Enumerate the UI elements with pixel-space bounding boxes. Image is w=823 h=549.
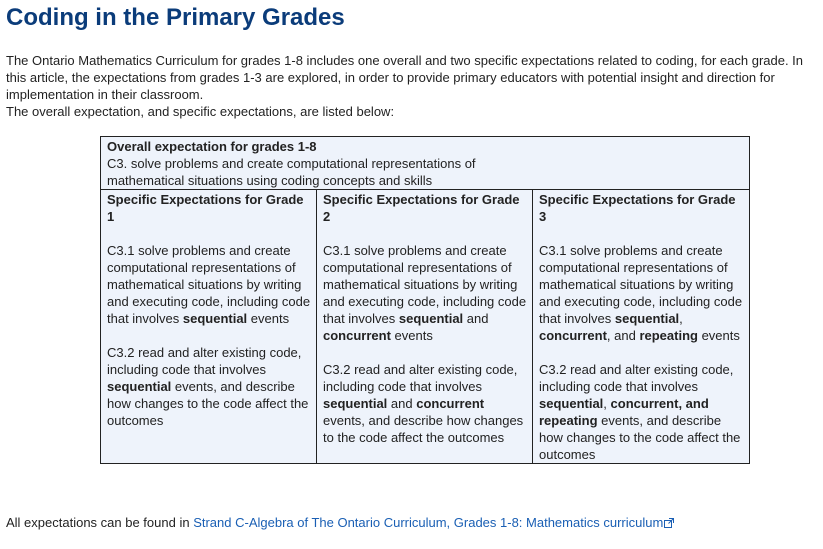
bold-term: repeating bbox=[639, 328, 698, 343]
text-segment: events bbox=[247, 311, 290, 326]
text-segment: events bbox=[390, 328, 433, 343]
overall-row bbox=[101, 137, 750, 190]
bold-term: sequential bbox=[539, 396, 604, 411]
grade-1-cell bbox=[101, 190, 317, 464]
text-segment: events, and describe how changes to the code affect the outcomes bbox=[107, 379, 309, 428]
text-segment: C3.2 read and alter existing code, including code that involves bbox=[323, 362, 518, 394]
text-segment: , bbox=[603, 396, 611, 411]
curriculum-link-text: Strand C-Algebra of The Ontario Curriculum, Grades 1-8: Mathematics curriculum bbox=[193, 515, 664, 530]
intro-paragraph: The Ontario Mathematics Curriculum for grades 1-8 includes one overall and two specific expectations related to coding, for each grade. In this article, the expectations from grades 1-3 are explored, in order to provide primary educators with potential insight and direction for implementation in their classroom. bbox=[6, 53, 804, 102]
grade-2-heading: Specific Expectations for Grade 2 bbox=[323, 192, 520, 224]
bold-term: concurrent bbox=[416, 396, 485, 411]
text-segment: events bbox=[697, 328, 740, 343]
text-segment: C3.1 solve problems and create computational representations of mathematical situations by writing and executing code, including code that involves bbox=[539, 243, 743, 326]
text-segment: events, and describe how changes to the code affect the outcomes bbox=[539, 413, 741, 462]
bold-term: sequential bbox=[614, 311, 680, 326]
text-segment: C3.1 solve problems and create computational representations of mathematical situations by writing and executing code, including code that involves bbox=[107, 243, 311, 326]
grade-3-heading: Specific Expectations for Grade 3 bbox=[539, 192, 736, 224]
text-segment: C3.2 read and alter existing code, including code that involves bbox=[107, 345, 302, 377]
text-segment: C3.1 solve problems and create computational representations of mathematical situations by writing and executing code, including code that involves bbox=[323, 243, 527, 326]
grade-2-c32 bbox=[323, 361, 528, 446]
external-link-icon bbox=[664, 515, 674, 525]
footer-note bbox=[6, 514, 674, 531]
bold-term: , and repeating bbox=[539, 396, 709, 428]
intro-lead-in: The overall expectation, and specific expectations, are listed below: bbox=[6, 104, 395, 119]
overall-heading: Overall expectation for grades 1-8 bbox=[107, 139, 317, 154]
grade-3-cell bbox=[533, 190, 750, 464]
text-segment: events, and describe how changes to the code affect the outcomes bbox=[323, 413, 524, 445]
page-title: Coding in the Primary Grades bbox=[6, 4, 345, 31]
overall-text: C3. solve problems and create computational representations of mathematical situations using coding concepts and skills bbox=[107, 156, 476, 188]
bold-term: sequential bbox=[398, 311, 464, 326]
curriculum-link[interactable] bbox=[193, 515, 674, 530]
grades-row bbox=[101, 190, 750, 464]
text-segment: and bbox=[463, 311, 489, 326]
bold-term: concurrent bbox=[539, 328, 607, 343]
grade-2-c31 bbox=[323, 242, 528, 344]
bold-term: sequential bbox=[323, 396, 388, 411]
bold-term: concurrent bbox=[323, 328, 391, 343]
text-segment: , and bbox=[606, 328, 640, 343]
bold-term: concurrent bbox=[610, 396, 679, 411]
grade-3-c31 bbox=[539, 242, 745, 344]
grade-3-c32 bbox=[539, 361, 745, 463]
grade-1-heading: Specific Expectations for Grade 1 bbox=[107, 192, 304, 224]
overall-cell bbox=[101, 137, 750, 190]
grade-1-c32 bbox=[107, 344, 312, 429]
text-segment: and bbox=[387, 396, 417, 411]
grade-1-c31 bbox=[107, 242, 312, 327]
bold-term: sequential bbox=[182, 311, 248, 326]
expectations-table bbox=[100, 136, 750, 464]
footer-prefix: All expectations can be found in bbox=[6, 515, 194, 530]
text-segment: , bbox=[679, 311, 683, 326]
grade-2-cell bbox=[317, 190, 533, 464]
text-segment: C3.2 read and alter existing code, including code that involves bbox=[539, 362, 734, 394]
bold-term: sequential bbox=[107, 379, 172, 394]
intro-section bbox=[6, 52, 818, 120]
